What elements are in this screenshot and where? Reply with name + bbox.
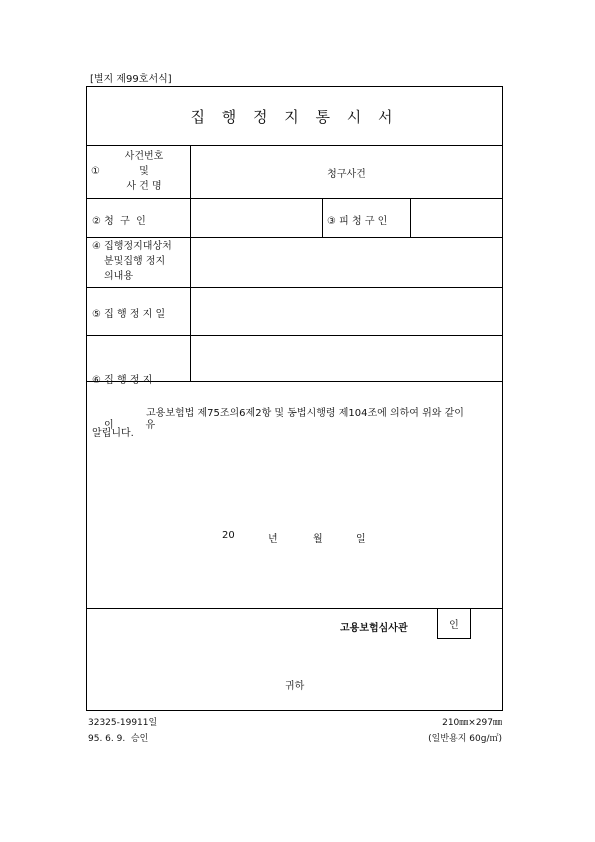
respondent-label: ③ 피 청 구 인 xyxy=(327,216,388,227)
claimant-field[interactable] xyxy=(191,199,321,236)
case-label xyxy=(104,149,184,194)
examiner-title: 고용보험심사관 xyxy=(340,623,408,634)
seal-label: 인 xyxy=(449,620,459,631)
form-code: 32325-19911일 xyxy=(88,718,158,728)
date-day-unit: 일 xyxy=(356,534,366,545)
reason-label-line: 이 유 xyxy=(104,420,156,431)
case-label-line: 사건번호 xyxy=(124,151,164,162)
notice-line-2: 알립니다. xyxy=(92,428,134,439)
date-year-unit: 년 xyxy=(268,534,278,545)
seal-box[interactable] xyxy=(437,608,471,639)
target-label-line: 분및집행 정지 xyxy=(104,256,166,267)
recipient-honorific: 귀하 xyxy=(285,681,305,692)
case-label-line: 사 건 명 xyxy=(126,181,162,192)
reason-label-line: ⑥ 집 행 정 지 xyxy=(92,375,153,386)
stay-date-field[interactable] xyxy=(191,288,502,334)
target-label-line: 의내용 xyxy=(104,271,133,282)
respondent-field[interactable] xyxy=(411,199,502,236)
paper-size: 210㎜×297㎜ xyxy=(442,718,502,728)
date-month-unit: 월 xyxy=(313,534,323,545)
target-field[interactable] xyxy=(191,238,502,286)
divider-respondent-left xyxy=(322,198,323,237)
case-number-marker: ① xyxy=(91,166,100,177)
reason-field[interactable] xyxy=(191,336,502,380)
document-title: 집 행 정 지 통 시 서 xyxy=(190,108,399,126)
claimant-label: ② 청 구 인 xyxy=(92,216,146,227)
divider-title xyxy=(86,145,503,146)
paper-spec: (일반용지 60g/㎡) xyxy=(428,734,502,744)
target-label xyxy=(92,239,172,284)
stay-date-label: ⑤ 집 행 정 지 일 xyxy=(92,309,166,320)
case-name-value[interactable]: 청구사건 xyxy=(327,169,366,180)
approval-date: 95. 6. 9. 승인 xyxy=(88,734,149,744)
form-number-tag: [별지 제99호서식] xyxy=(90,74,172,85)
date-year-prefix[interactable]: 20 xyxy=(222,530,235,541)
case-label-line: 및 xyxy=(139,166,149,177)
notice-line-1: 고용보험법 제75조의6제2항 및 동법시행령 제104조에 의하여 위와 같이 xyxy=(146,408,464,419)
target-label-line: ④ 집행정지대상처 xyxy=(92,241,172,252)
